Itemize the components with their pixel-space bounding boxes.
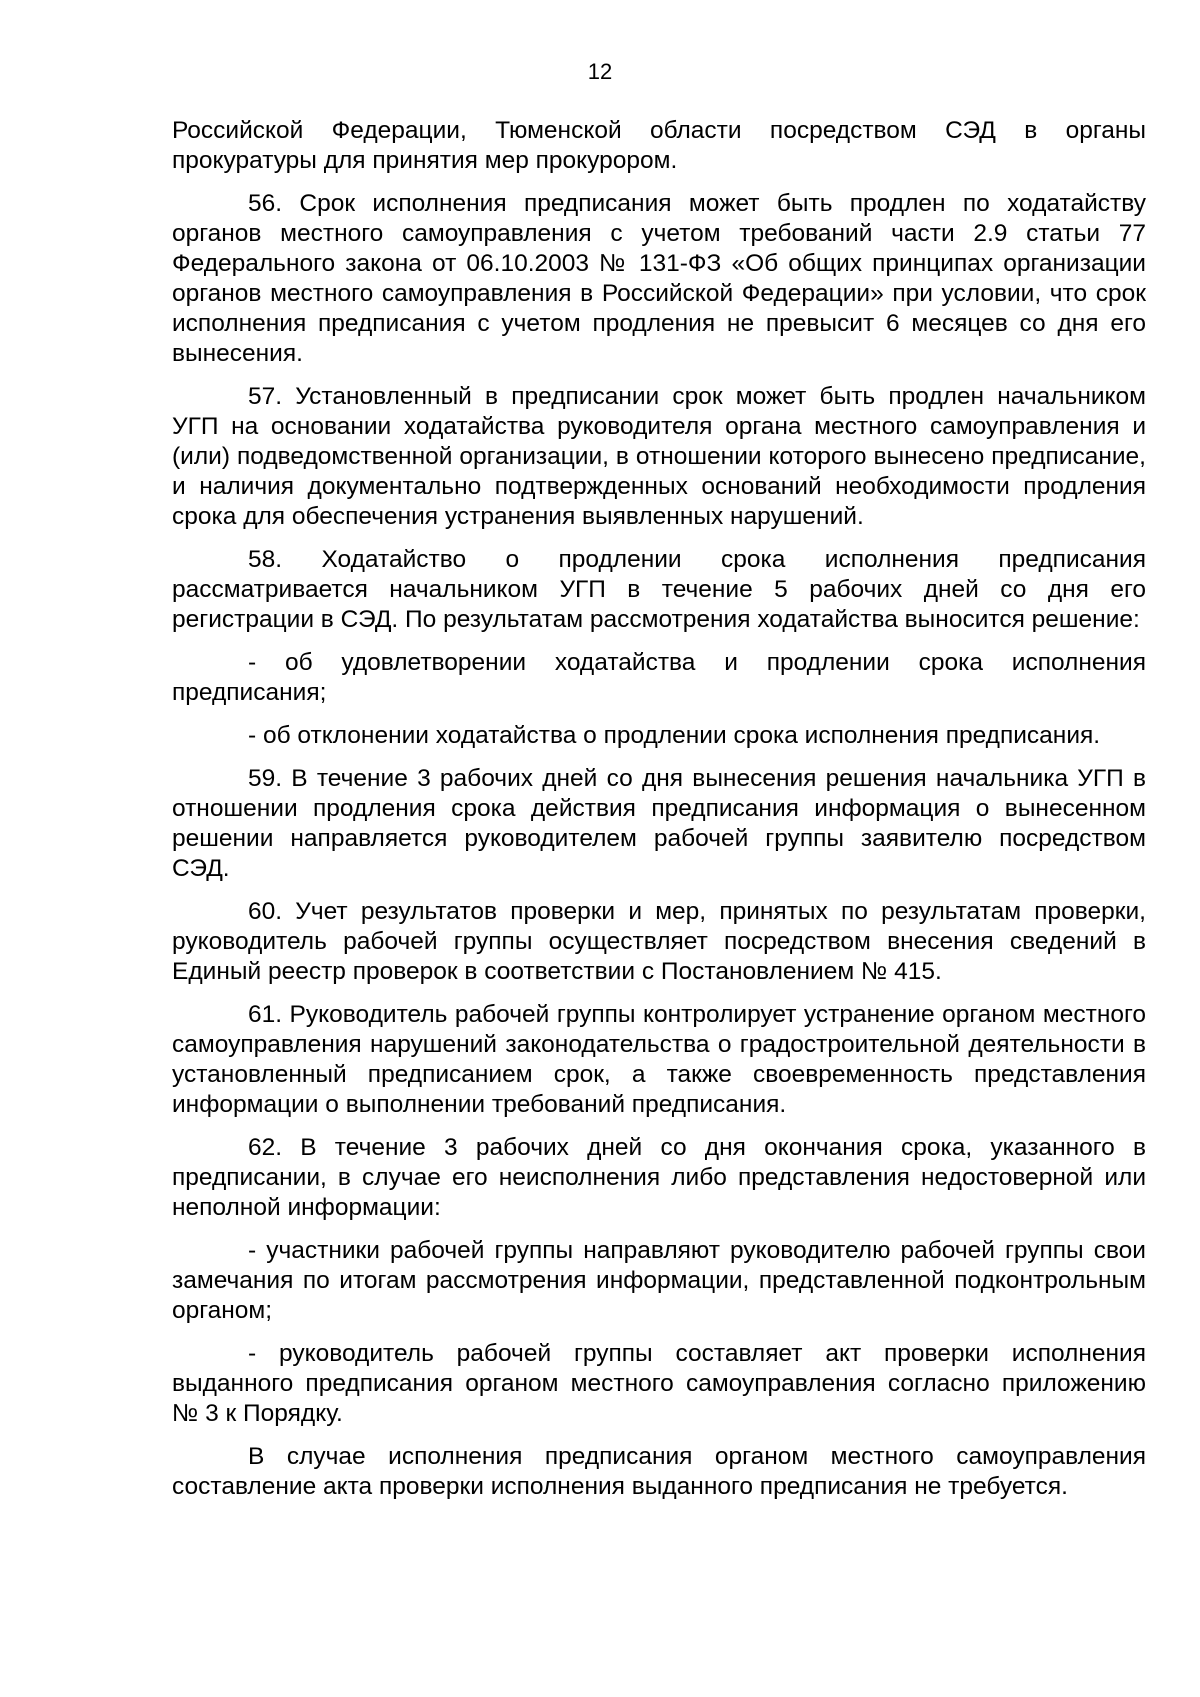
paragraph-60: 60. Учет результатов проверки и мер, принятых по результатам проверки, руководитель рабочей группы осуществляет посредством внесения сведений в Единый реестр проверок в соответствии с Постановлением № 415. xyxy=(172,898,1146,985)
paragraph-56: 56. Срок исполнения предписания может быть продлен по ходатайству органов местного самоуправления с учетом требований части 2.9 статьи 77 Федерального закона от 06.10.2003 № 131-ФЗ «Об общих принципах организации органов местного самоуправления в Российской Федерации» при условии, что срок исполнения предписания с учетом продления не превысит 6 месяцев со дня его вынесения. xyxy=(172,190,1146,367)
paragraph-61: 61. Руководитель рабочей группы контролирует устранение органом местного самоуправления нарушений законодательства о градостроительной деятельности в установленный предписанием срок, а также своевременность представления информации о выполнении требований предписания. xyxy=(172,1001,1146,1118)
paragraph-58: 58. Ходатайство о продлении срока исполнения предписания рассматривается начальником УГП в течение 5 рабочих дней со дня его регистрации в СЭД. По результатам рассмотрения ходатайства выносится решение: xyxy=(172,546,1146,633)
paragraph-62: 62. В течение 3 рабочих дней со дня окончания срока, указанного в предписании, в случае его неисполнения либо представления недостоверной или неполной информации: xyxy=(172,1134,1146,1221)
paragraph-continuation: Российской Федерации, Тюменской области посредством СЭД в органы прокуратуры для принятия мер прокурором. xyxy=(172,117,1146,174)
paragraph-final: В случае исполнения предписания органом местного самоуправления составление акта проверки исполнения выданного предписания не требуется. xyxy=(172,1443,1146,1500)
list-item-remarks: - участники рабочей группы направляют руководителю рабочей группы свои замечания по итогам рассмотрения информации, представленной подконтрольным органом; xyxy=(172,1237,1146,1324)
document-body xyxy=(172,116,1146,1515)
list-item-act: - руководитель рабочей группы составляет акт проверки исполнения выданного предписания органом местного самоуправления согласно приложению № 3 к Порядку. xyxy=(172,1340,1146,1427)
page-number: 12 xyxy=(587,59,613,84)
list-item-approve: - об удовлетворении ходатайства и продлении срока исполнения предписания; xyxy=(172,649,1146,706)
list-item-reject: - об отклонении ходатайства о продлении срока исполнения предписания. xyxy=(248,722,1101,749)
paragraph-59: 59. В течение 3 рабочих дней со дня вынесения решения начальника УГП в отношении продления срока действия предписания информация о вынесенном решении направляется руководителем рабочей группы заявителю посредством СЭД. xyxy=(172,765,1146,882)
paragraph-57: 57. Установленный в предписании срок может быть продлен начальником УГП на основании ходатайства руководителя органа местного самоуправления и (или) подведомственной организации, в отношении которого вынесено предписание, и наличия документально подтвержденных оснований необходимости продления срока для обеспечения устранения выявленных нарушений. xyxy=(172,383,1146,530)
